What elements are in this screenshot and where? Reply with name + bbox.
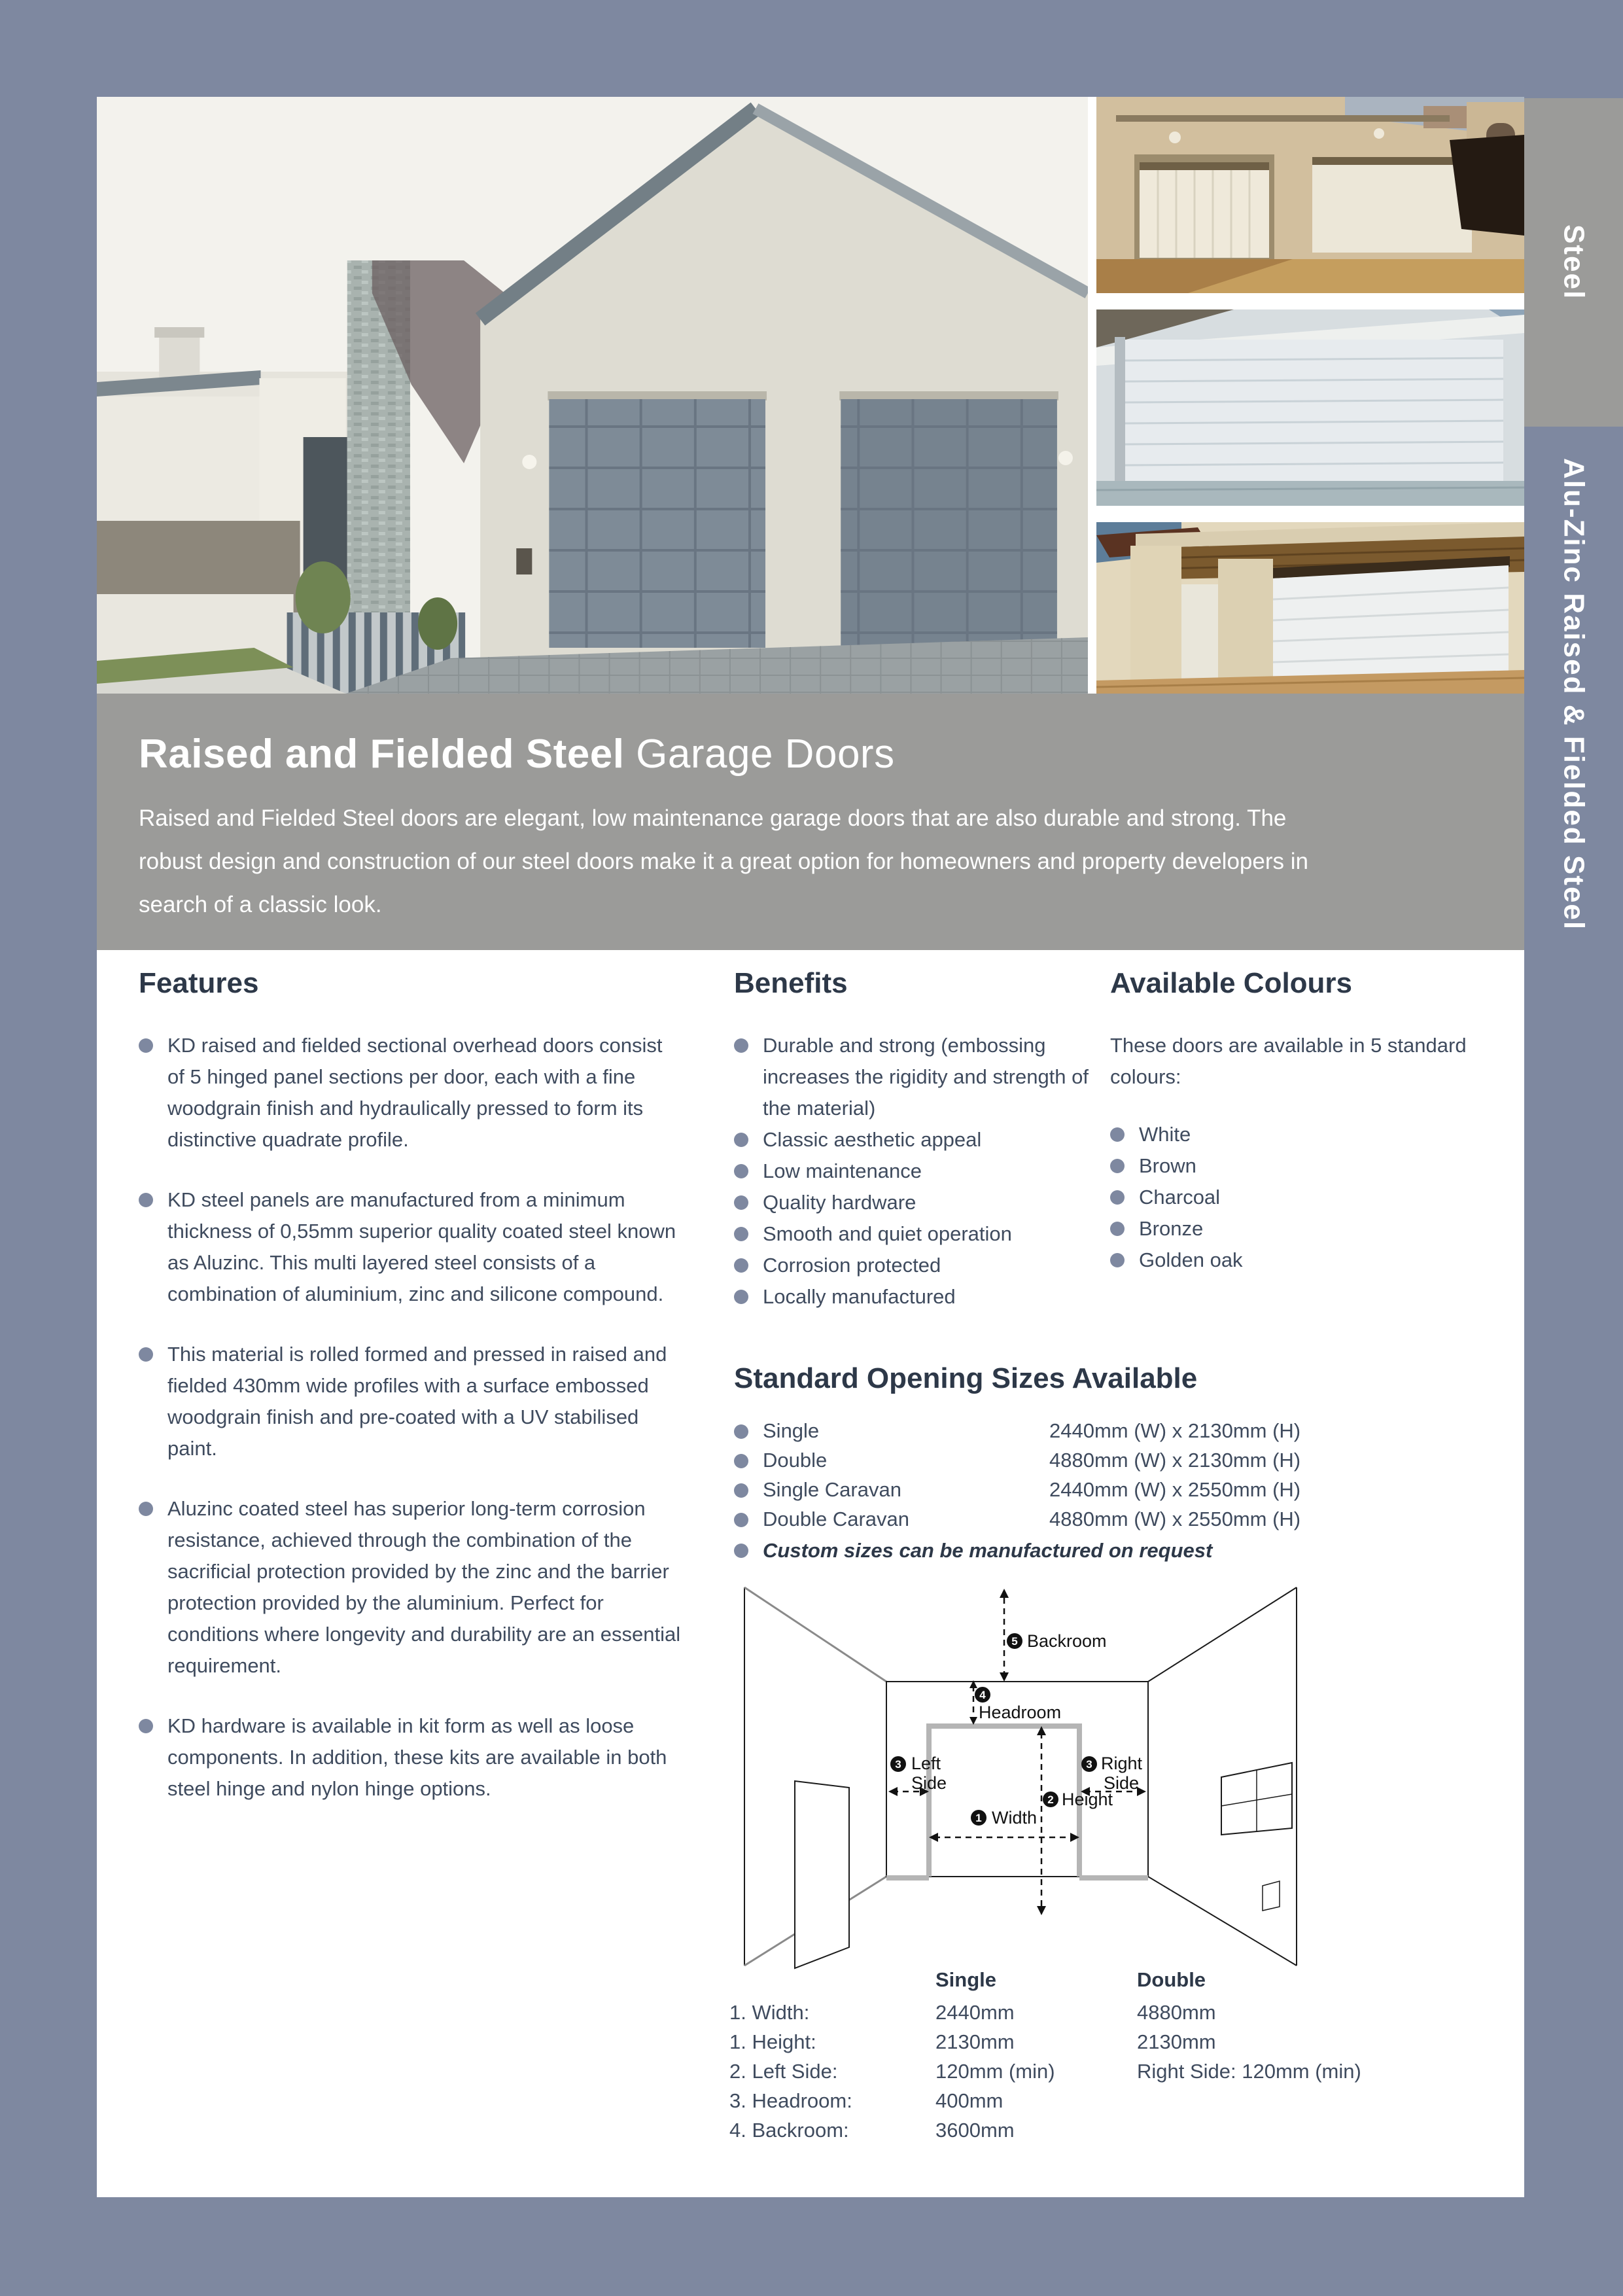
bullet-icon [734,1290,748,1304]
size-row: Single Caravan 2440mm (W) x 2550mm (H) [734,1476,1529,1506]
backroom-number: 5 [1011,1635,1018,1648]
legend-row: 1. Width: 2440mm 4880mm [729,2001,1216,2024]
colours-section [1110,967,1516,1276]
steel-tab-label: Steel [1558,224,1590,300]
benefit-item: Quality hardware [734,1187,1106,1218]
right-sidebar [1524,0,1623,2296]
bullet-icon [734,1544,748,1558]
series-label-container [1524,458,1623,930]
photo-single-and-double-doors [1096,97,1524,293]
benefit-item: Classic aesthetic appeal [734,1124,1106,1156]
title-band [97,694,1524,950]
feature-item: KD steel panels are manufactured from a minimum thickness of 0,55mm superior quality coated steel known as Aluzinc. This multi layered steel consists of a combination of aluminium, zinc and silicone compound. [139,1184,682,1310]
bullet-icon [734,1513,748,1527]
benefit-item: Corrosion protected [734,1250,1106,1281]
custom-sizes-note: Custom sizes can be manufactured on request [734,1536,1529,1565]
bullet-icon [1110,1253,1125,1267]
bullet-icon [734,1164,748,1178]
size-row: Single 2440mm (W) x 2130mm (H) [734,1417,1529,1447]
benefit-item: Smooth and quiet operation [734,1218,1106,1250]
bullet-icon [734,1133,748,1147]
feature-item: This material is rolled formed and pressed in raised and fielded 430mm wide profiles with a surface embossed woodgrain finish and pre-coated with a UV stabilised paint. [139,1339,682,1464]
photo-main-house [97,97,1088,694]
photo-wood-trim-double-door [1096,522,1524,694]
benefits-heading: Benefits [734,967,848,999]
bullet-icon [139,1038,153,1053]
benefits-section [734,967,1106,1313]
sizes-heading: Standard Opening Sizes Available [734,1362,1198,1394]
colour-item: White [1110,1119,1516,1150]
intro-paragraph: Raised and Fielded Steel doors are elegant, low maintenance garage doors that are also durable and strong. The robust design and construction of our steel doors make it a great option for homeowners and property developers in search of a classic look. [139,805,1308,917]
bullet-icon [734,1227,748,1241]
legend-header-row [729,1968,1475,1998]
bullet-icon [1110,1190,1125,1205]
right-side-label-2: Side [1104,1773,1140,1793]
garage-measurement-diagram [739,1583,1302,1969]
legend-col-single: Single [935,1968,997,1991]
left-side-number: 3 [895,1758,901,1771]
bullet-icon [734,1483,748,1498]
bullet-icon [139,1347,153,1362]
colour-item: Charcoal [1110,1182,1516,1213]
feature-item: Aluzinc coated steel has superior long-term corrosion resistance, achieved through the combination of the sacrificial protection provided by the zinc and the barrier protection provided by the aluminium. Perfect for conditions where longevity and durability are an essential requirement. [139,1493,682,1682]
features-heading: Features [139,967,259,999]
page-border-bottom [0,2197,1623,2296]
height-number: 2 [1047,1793,1054,1806]
feature-item: KD raised and fielded sectional overhead doors consist of 5 hinged panel sections per door, each with a fine woodgrain finish and hydraulically pressed to form its distinctive quadrate profile. [139,1030,682,1156]
width-number: 1 [975,1812,982,1824]
size-row: Double Caravan 4880mm (W) x 2550mm (H) [734,1506,1529,1535]
legend-row: 3. Headroom: 400mm [729,2089,1003,2112]
bullet-icon [734,1038,748,1053]
size-row: Double 4880mm (W) x 2130mm (H) [734,1447,1529,1476]
colours-intro: These doors are available in 5 standard colours: [1110,1034,1467,1088]
page-title-regular: Garage Doors [624,732,895,777]
colours-heading: Available Colours [1110,967,1353,999]
colour-item: Bronze [1110,1213,1516,1245]
bullet-icon [139,1719,153,1733]
headroom-number: 4 [979,1689,986,1701]
benefit-item: Durable and strong (embossing increases the rigidity and strength of the material) [734,1030,1106,1124]
page-title-bold: Raised and Fielded Steel [139,732,625,777]
bullet-icon [1110,1222,1125,1236]
sizes-section [734,1362,1529,1565]
width-label: Width [992,1808,1038,1828]
backroom-label: Backroom [1027,1631,1107,1651]
height-label: Height [1062,1790,1113,1809]
bullet-icon [1110,1159,1125,1173]
page-title [139,732,1524,777]
legend-row: 2. Left Side: 120mm (min) Right Side: 120mm (min) [729,2060,1361,2083]
bullet-icon [139,1502,153,1516]
features-section [139,967,682,1833]
steel-category-tab [1524,98,1623,427]
dimensions-legend [729,1968,1475,2148]
left-side-label-1: Left [911,1754,941,1773]
feature-item: KD hardware is available in kit form as well as loose components. In addition, these kits are available in both steel hinge and nylon hinge options. [139,1710,682,1805]
page-border-left [0,0,97,2296]
bullet-icon [734,1424,748,1439]
bullet-icon [1110,1127,1125,1142]
photo-white-double-door [1096,309,1524,506]
bullet-icon [734,1454,748,1468]
colour-item: Brown [1110,1150,1516,1182]
bullet-icon [734,1258,748,1273]
legend-col-double: Double [1137,1968,1206,1991]
colour-item: Golden oak [1110,1245,1516,1276]
right-side-number: 3 [1086,1758,1092,1771]
headroom-label: Headroom [979,1703,1062,1722]
benefit-item: Locally manufactured [734,1281,1106,1313]
legend-row: 4. Backroom: 3600mm [729,2119,1015,2142]
benefit-item: Low maintenance [734,1156,1106,1187]
page-border-top [0,0,1623,97]
bullet-icon [734,1195,748,1210]
right-side-label-1: Right [1101,1754,1143,1773]
legend-row: 1. Height: 2130mm 2130mm [729,2030,1216,2053]
bullet-icon [139,1193,153,1207]
left-side-label-2: Side [911,1773,947,1793]
series-label: Alu-Zinc Raised & Fielded Steel [1558,458,1590,931]
